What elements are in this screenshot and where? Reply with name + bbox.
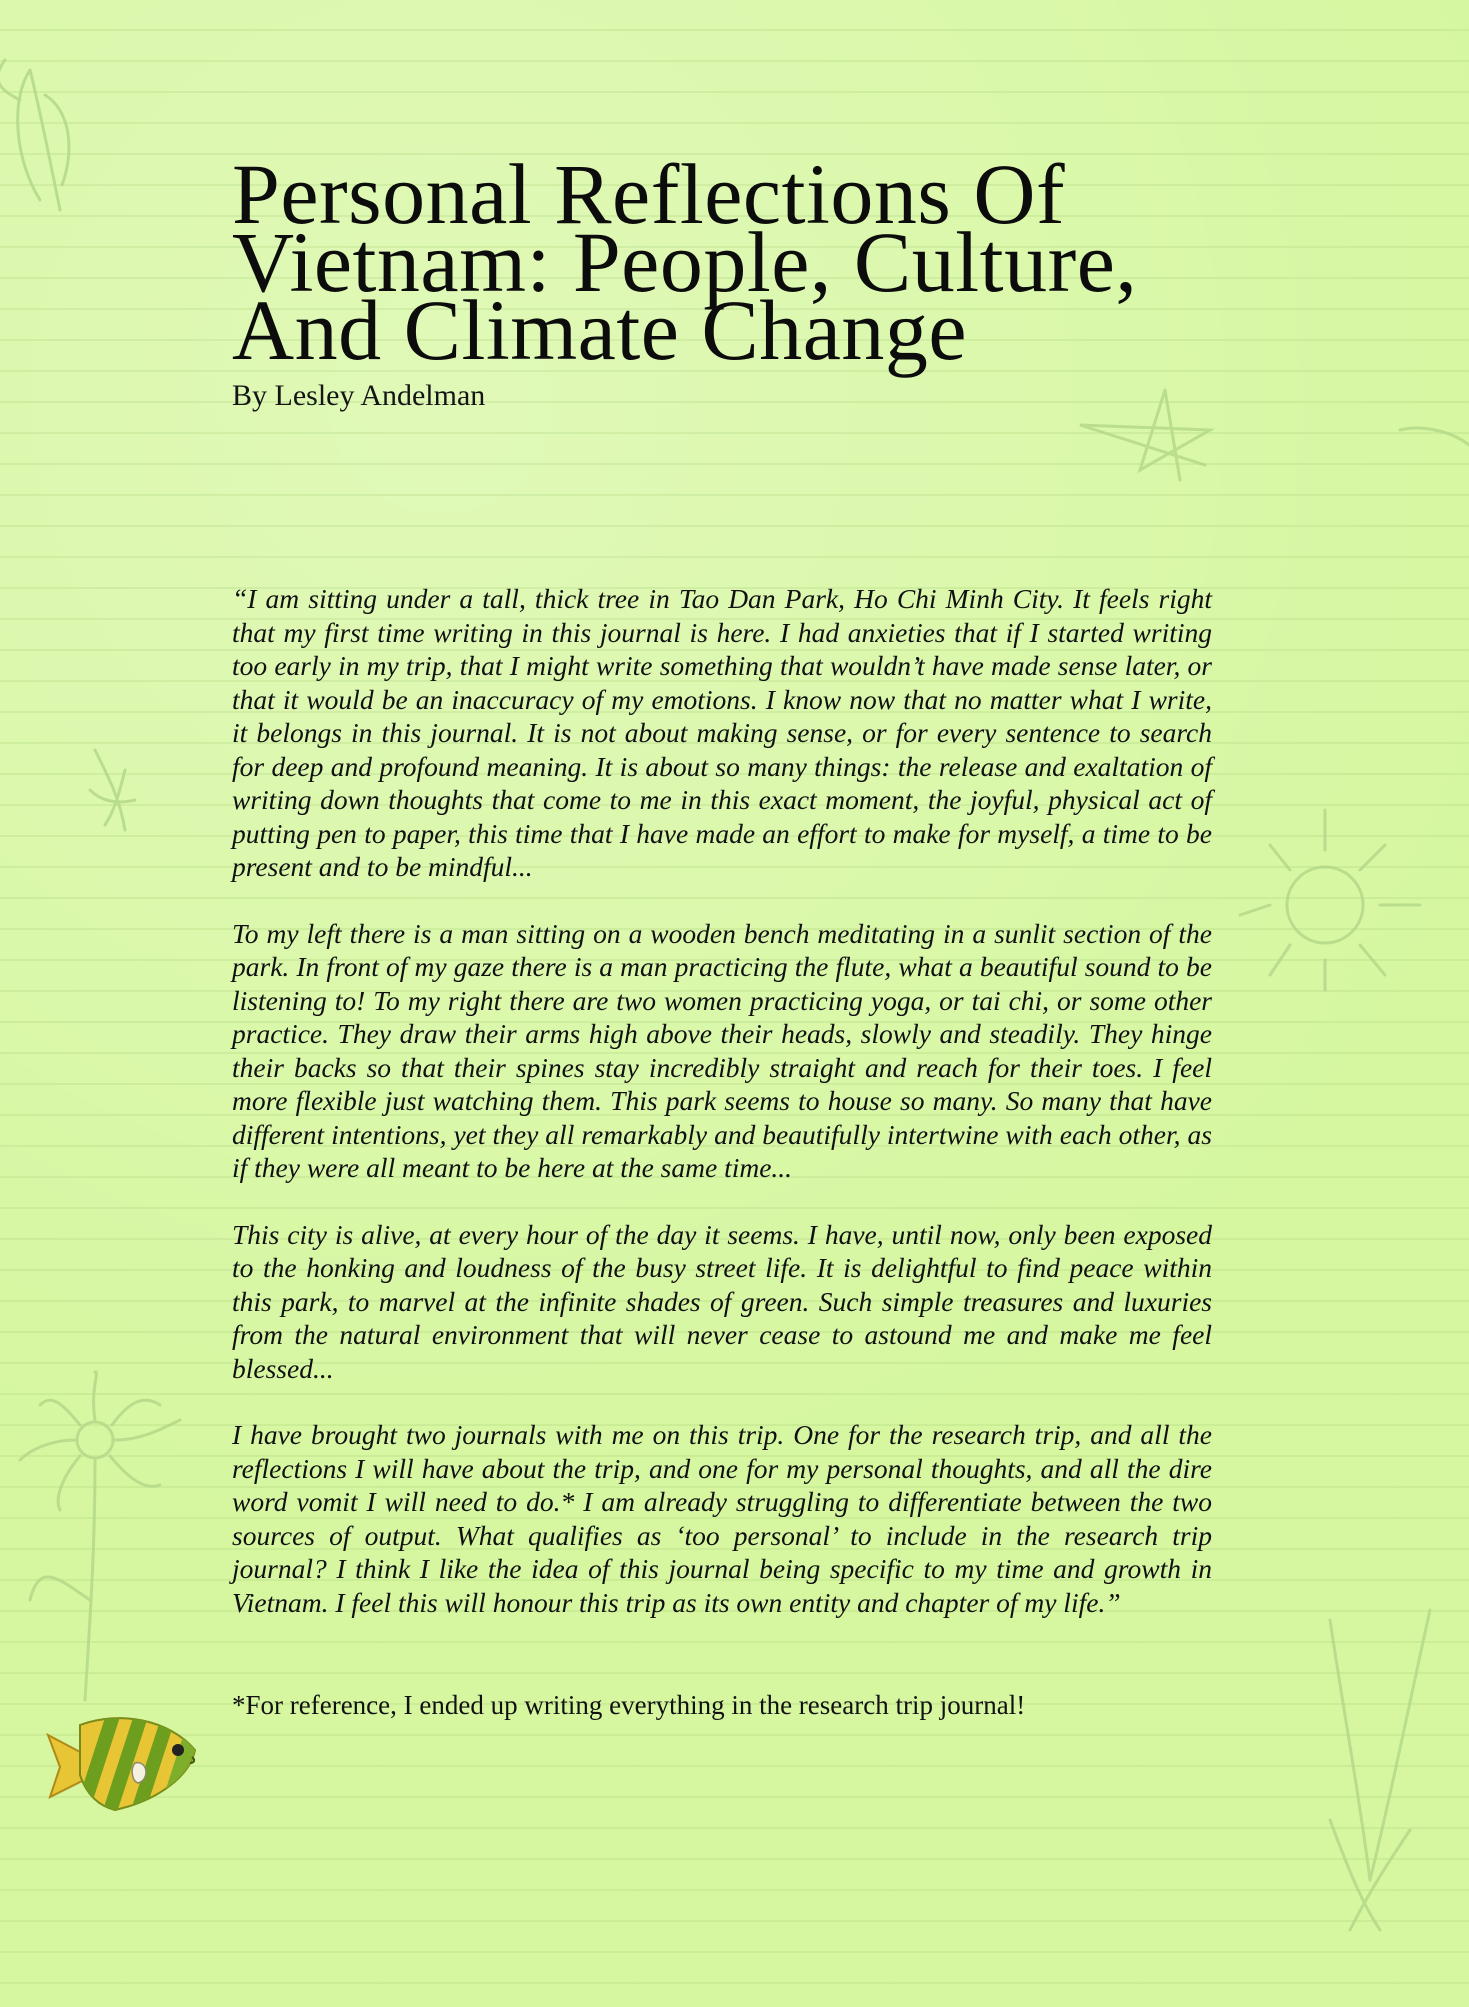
sun-doodle-icon — [1240, 810, 1420, 990]
journal-paragraph: I have brought two journals with me on this trip. One for the research trip, and all the reflections I will have about the trip, and one for my personal thoughts, and all the dire word vomit I will need to do.* I am already struggling to differentiate between the two sources of output. What qualifies as ‘too personal’ to include in the research trip journal? I think I like the idea of this journal being specific to my time and growth in Vietnam. I feel this will honour this trip as its own entity and chapter of my life.” — [232, 1419, 1212, 1618]
footnote: *For reference, I ended up writing everything in the research trip journal! — [232, 1690, 1026, 1720]
journal-paragraph: “I am sitting under a tall, thick tree in Tao Dan Park, Ho Chi Minh City. It feels right that my first time writing in this journal is here. I had anxieties that if I started writing too early in my trip, that I might write something that wouldn’t have made sense later, or that it would be an inaccuracy of my emotions. I know now that no matter what I write, it belongs in this journal. It is not about making sense, or for every sentence to search for deep and profound meaning. It is about so many things: the release and exaltation of writing down thoughts that come to me in this exact moment, the joyful, physical act of putting pen to paper, this time that I have made an effort to make for myself, a time to be present and to be mindful... — [232, 583, 1212, 882]
grass-doodle-icon — [90, 750, 135, 830]
article — [232, 146, 1212, 1722]
fish-sticker-icon — [40, 1705, 205, 1825]
page-title: Personal Reflections Of Vietnam: People, Culture, And Climate Change — [232, 146, 1138, 378]
flower-doodle-icon — [20, 1372, 180, 1700]
journal-paragraph: This city is alive, at every hour of the day it seems. I have, until now, only been exposed to the honking and loudness of the busy street life. It is delightful to find peace within this park, to marvel at the infinite shades of green. Such simple treasures and luxuries from the natural environment that will never cease to astound me and make me feel blessed... — [232, 1218, 1212, 1384]
author-byline: By Lesley Andelman — [232, 379, 486, 412]
leaf-doodle-icon — [0, 60, 69, 210]
branch-doodle-icon — [1330, 1610, 1430, 1930]
journal-paragraph: To my left there is a man sitting on a wooden bench meditating in a sunlit section of the park. In front of my gaze there is a man practicing the flute, what a beautiful sound to be listening to! To my right there are two women practicing yoga, or tai chi, or some other practice. They draw their arms high above their heads, slowly and steadily. They hinge their backs so that their spines stay incredibly straight and reach for their toes. I feel more flexible just watching them. This park seems to house so many. So many that have different intentions, yet they all remarkably and beautifully intertwine with each other, as if they were all meant to be here at the same time... — [232, 917, 1212, 1183]
journal-entry — [232, 582, 1212, 1619]
